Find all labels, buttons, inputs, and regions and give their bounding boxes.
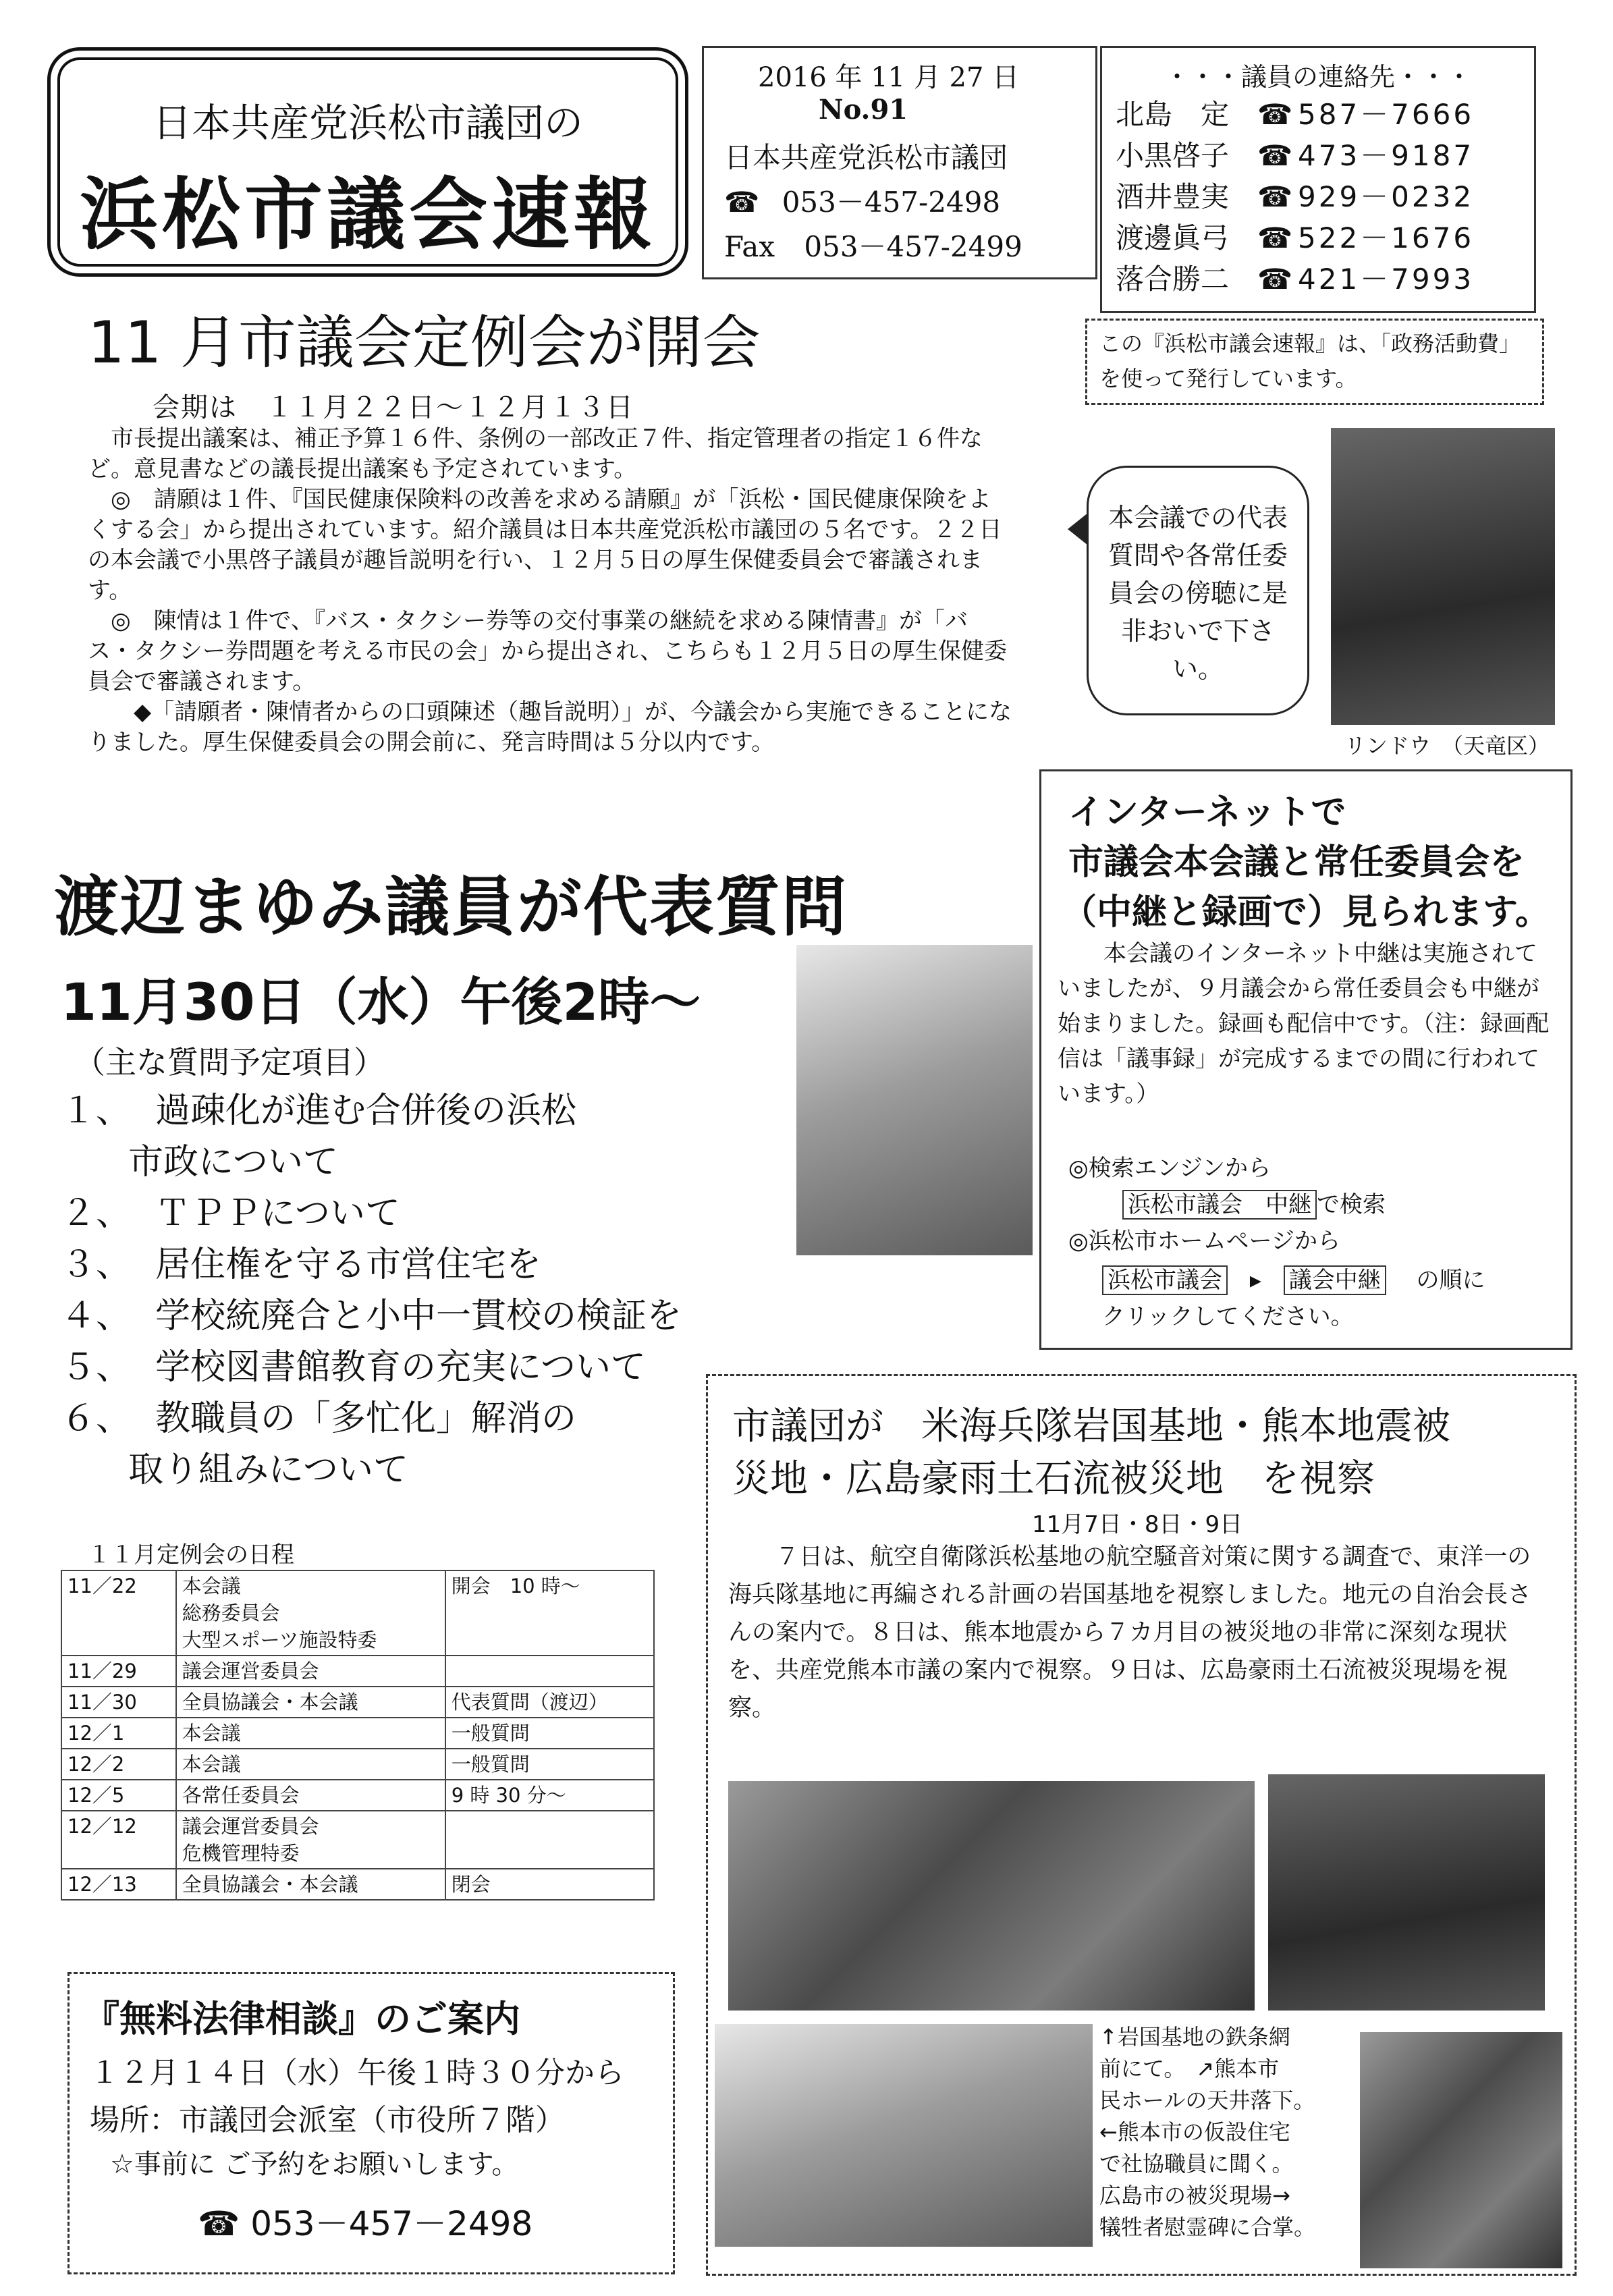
inspection-headline-1: 市議団が 米海兵隊岩国基地・熊本地震被 xyxy=(732,1404,1450,1448)
search-intro: ◎検索エンジンから xyxy=(1068,1155,1271,1182)
phone-icon: ☎ xyxy=(1257,139,1293,172)
contact-row xyxy=(1116,176,1521,217)
question-text-cont: 市政について xyxy=(128,1142,338,1182)
question-item xyxy=(61,1085,803,1188)
schedule-row xyxy=(61,1780,654,1811)
schedule-date: 12／5 xyxy=(61,1780,176,1811)
photo-caption-line: ↑岩国基地の鉄条網 xyxy=(1099,2024,1290,2050)
schedule-date: 12／12 xyxy=(61,1811,176,1869)
search-line xyxy=(1122,1186,1386,1219)
schedule-event: 総務委員会 xyxy=(182,1602,280,1624)
contacts-heading: ・・・議員の連絡先・・・ xyxy=(1164,62,1472,92)
bubble-tail xyxy=(1068,513,1088,545)
schedule-row xyxy=(61,1656,654,1687)
question-item xyxy=(61,1188,803,1239)
legal-box xyxy=(67,1972,675,2274)
schedule-event: 議会運営委員会 xyxy=(182,1660,319,1683)
schedule-note: 9 時 30 分～ xyxy=(445,1780,654,1811)
question-item xyxy=(61,1393,803,1496)
schedule-events xyxy=(176,1749,445,1780)
contact-tel: 929－0232 xyxy=(1298,180,1475,213)
internet-heading-1: インターネットで xyxy=(1068,792,1346,833)
legal-place: 場所：市議団会派室（市役所７階） xyxy=(90,2103,565,2137)
temporary-housing-photo xyxy=(715,2024,1093,2247)
inspection-headline-2: 災地・広島豪雨土石流被災地 を視察 xyxy=(732,1457,1375,1501)
issue-tel-number: 053－457-2498 xyxy=(782,186,1001,219)
hp-suffix: の順に xyxy=(1416,1267,1485,1294)
question-text: 居住権を守る市営住宅を xyxy=(155,1245,542,1285)
schedule-note xyxy=(445,1656,654,1687)
issue-number: No.91 xyxy=(819,94,908,126)
schedule-event: 本会議 xyxy=(182,1753,241,1776)
schedule-date: 12／2 xyxy=(61,1749,176,1780)
schedule-row xyxy=(61,1811,654,1869)
schedule-row xyxy=(61,1869,654,1900)
question-text: 教職員の「多忙化」解消の xyxy=(155,1398,577,1439)
phone-icon: ☎ xyxy=(1257,98,1293,131)
schedule-event: 本会議 xyxy=(182,1575,241,1597)
funding-note xyxy=(1085,319,1544,405)
hp-line xyxy=(1102,1261,1485,1294)
schedule-note: 代表質問（渡辺） xyxy=(445,1687,654,1718)
question-number: １、 xyxy=(61,1091,132,1131)
masthead-subtitle: 日本共産党浜松市議団の xyxy=(152,100,583,146)
phone-icon: ☎ xyxy=(724,186,760,219)
phone-icon: ☎ xyxy=(1257,180,1293,213)
masthead xyxy=(47,47,688,277)
schedule-events xyxy=(176,1656,445,1687)
phone-icon: ☎ xyxy=(198,2204,240,2243)
question-number: ３、 xyxy=(61,1245,132,1285)
schedule-event: 全員協議会・本会議 xyxy=(182,1873,358,1896)
schedule-event: 大型スポーツ施設特委 xyxy=(182,1629,377,1651)
question-number: ６、 xyxy=(61,1398,132,1439)
contact-tel: 473－9187 xyxy=(1298,139,1475,172)
contact-tel: 522－1676 xyxy=(1298,221,1475,254)
schedule-title: １１月定例会の日程 xyxy=(88,1541,294,1568)
schedule-events xyxy=(176,1718,445,1749)
hp-arrow-icon: ▸ xyxy=(1249,1267,1261,1294)
issue-tel xyxy=(724,180,1000,221)
schedule-date: 11／29 xyxy=(61,1656,176,1687)
fax-label: Fax xyxy=(724,230,775,263)
contact-row xyxy=(1116,94,1521,135)
contact-list xyxy=(1116,94,1521,300)
schedule-events xyxy=(176,1687,445,1718)
session-p2: ◎ 請願は１件、『国民健康保険料の改善を求める請願』が「浜松・国民健康保険をよくする会」から提出されています。紹介議員は日本共産党浜松市議団の５名です。２２日の本会議で小黒啓子議員が趣旨説明を行い、１２月５日の厚生保健委員会で審議されます。 xyxy=(88,486,1002,604)
hiroshima-memorial-photo xyxy=(1360,2032,1562,2268)
schedule-event: 危機管理特委 xyxy=(182,1842,300,1865)
iwakuni-base-photo xyxy=(728,1781,1255,2011)
councilor-photo xyxy=(796,945,1033,1255)
hp-link-1: 浜松市議会 xyxy=(1102,1265,1228,1295)
photo-caption-line: 民ホールの天井落下。 xyxy=(1099,2087,1315,2113)
schedule-event: 本会議 xyxy=(182,1722,241,1745)
schedule-event: 議会運営委員会 xyxy=(182,1815,319,1838)
photo-caption-line: で社協職員に聞く。 xyxy=(1099,2151,1294,2177)
question-item xyxy=(61,1342,803,1393)
issue-org: 日本共産党浜松市議団 xyxy=(724,141,1008,174)
question-list xyxy=(61,1085,803,1496)
internet-heading-2: 市議会本会議と常任委員会を xyxy=(1068,842,1525,883)
session-headline: 11 月市議会定例会が開会 xyxy=(88,309,761,377)
photo-captions xyxy=(1099,2021,1329,2243)
question-text: 過疎化が進む合併後の浜松 xyxy=(155,1091,577,1131)
contact-name: 酒井豊実 xyxy=(1116,180,1230,213)
flower-photo xyxy=(1331,428,1555,725)
question-number: ４、 xyxy=(61,1296,132,1336)
issue-fax-number: 053－457-2499 xyxy=(804,230,1022,263)
schedule-date: 12／1 xyxy=(61,1718,176,1749)
legal-tel xyxy=(198,2197,532,2245)
contact-row xyxy=(1116,217,1521,258)
question-item xyxy=(61,1239,803,1290)
schedule-note xyxy=(445,1811,654,1869)
internet-box xyxy=(1039,769,1573,1350)
session-body xyxy=(88,424,1012,758)
session-p4: ◆「請願者・陳情者からの口頭陳述（趣旨説明）」が、今議会から実施できることになりました。厚生保健委員会の開会前に、発言時間は５分以内です。 xyxy=(88,699,1012,756)
question-text: 学校統廃合と小中一貫校の検証を xyxy=(155,1296,682,1336)
schedule-events xyxy=(176,1780,445,1811)
contact-row xyxy=(1116,135,1521,176)
funding-note-text: この『浜松市議会速報』は、「政務活動費」を使って発行しています。 xyxy=(1099,331,1521,391)
question-number: ５、 xyxy=(61,1347,132,1388)
legal-tel-number: 053－457－2498 xyxy=(250,2204,533,2243)
contact-row xyxy=(1116,258,1521,300)
internet-heading-3: （中継と録画で）見られます。 xyxy=(1062,892,1550,933)
bubble-text: 本会議での代表質問や各常任委員会の傍聴に是非おいで下さい。 xyxy=(1108,503,1288,684)
schedule-note: 閉会 xyxy=(445,1869,654,1900)
question-item xyxy=(61,1290,803,1342)
question-text: 学校図書館教育の充実について xyxy=(155,1347,646,1388)
search-suffix: で検索 xyxy=(1317,1191,1386,1218)
kumamoto-hall-photo xyxy=(1268,1774,1545,2011)
speech-bubble xyxy=(1087,466,1309,715)
question-text-cont: 取り組みについて xyxy=(128,1450,408,1490)
contact-tel: 587－7666 xyxy=(1298,98,1475,131)
contact-name: 北島 定 xyxy=(1116,98,1230,131)
schedule-event: 各常任委員会 xyxy=(182,1784,300,1807)
photo-caption-line: 犠牲者慰霊碑に合掌。 xyxy=(1099,2214,1316,2240)
photo-caption-line: 広島市の被災現場→ xyxy=(1099,2183,1290,2208)
schedule-note: 一般質問 xyxy=(445,1718,654,1749)
schedule-row xyxy=(61,1570,654,1656)
hp-link-2: 議会中継 xyxy=(1284,1265,1386,1295)
photo-caption-line: 前にて。 ↗熊本市 xyxy=(1099,2056,1280,2081)
inspection-box xyxy=(706,1374,1577,2276)
schedule-row xyxy=(61,1718,654,1749)
masthead-title: 浜松市議会速報 xyxy=(80,169,656,261)
contact-tel: 421－7993 xyxy=(1298,263,1475,296)
inspection-body: ７日は、航空自衛隊浜松基地の航空騒音対策に関する調査で、東洋一の海兵隊基地に再編される計画の岩国基地を視察しました。地元の自治会長さんの案内で。８日は、熊本地震から７カ月目の被災地の非常に深刻な現状を、共産党熊本市議の案内で視察。９日は、広島豪雨土石流被災現場を視察。 xyxy=(728,1543,1532,1722)
issue-box xyxy=(702,46,1097,279)
schedule-note: 一般質問 xyxy=(445,1749,654,1780)
issue-date: 2016 年 11 月 27 日 xyxy=(758,62,1020,93)
schedule-events xyxy=(176,1869,445,1900)
question-datetime: 11月30日（水）午後2時～ xyxy=(61,972,701,1032)
contact-name: 渡邊眞弓 xyxy=(1116,221,1230,254)
schedule-events xyxy=(176,1570,445,1656)
session-p3: ◎ 陳情は１件で、『バス・タクシー券等の交付事業の継続を求める陳情書』が「バス・タクシー券問題を考える市民の会」から提出され、こちらも１２月５日の厚生保健委員会で審議されます。 xyxy=(88,607,1008,695)
photo-caption-line: ←熊本市の仮設住宅 xyxy=(1099,2119,1290,2145)
schedule-note: 開会 10 時～ xyxy=(445,1570,654,1656)
question-headline: 渡辺まゆみ議員が代表質問 xyxy=(54,869,848,945)
question-number: ２、 xyxy=(61,1193,132,1234)
contacts-box xyxy=(1100,46,1536,313)
schedule-row xyxy=(61,1687,654,1718)
search-term: 浜松市議会 中継 xyxy=(1122,1190,1317,1220)
issue-fax xyxy=(724,225,1022,265)
schedule-row xyxy=(61,1749,654,1780)
schedule-event: 全員協議会・本会議 xyxy=(182,1691,358,1714)
contact-name: 小黒啓子 xyxy=(1116,139,1230,172)
legal-title: 『無料法律相談』のご案内 xyxy=(83,1998,520,2040)
contact-name: 落合勝二 xyxy=(1116,263,1230,296)
hp-end: クリックしてください。 xyxy=(1102,1303,1354,1330)
session-p1: 市長提出議案は、補正予算１６件、条例の一部改正７件、指定管理者の指定１６件など。意見書などの議長提出議案も予定されています。 xyxy=(88,425,983,483)
question-text: ＴＰＰについて xyxy=(155,1193,400,1234)
schedule-date: 11／30 xyxy=(61,1687,176,1718)
legal-note: ☆事前に ご予約をお願いします。 xyxy=(110,2149,519,2180)
question-intro: （主な質問予定項目） xyxy=(74,1044,385,1081)
legal-date: １２月１４日（水）午後１時３０分から xyxy=(90,2056,624,2090)
phone-icon: ☎ xyxy=(1257,221,1293,254)
inspection-dates: 11月7日・8日・9日 xyxy=(1032,1511,1243,1538)
flower-caption: リンドウ （天竜区） xyxy=(1344,733,1550,759)
internet-body: 本会議のインターネット中継は実施されていましたが、９月議会から常任委員会も中継が始まりました。録画も配信中です。（注：録画配信は「議事録」が完成するまでの間に行われています。） xyxy=(1058,940,1550,1108)
schedule-table xyxy=(61,1570,655,1901)
session-period: 会期は １１月２２日～１２月１３日 xyxy=(153,392,634,423)
schedule-date: 11／22 xyxy=(61,1570,176,1656)
phone-icon: ☎ xyxy=(1257,263,1293,296)
schedule-date: 12／13 xyxy=(61,1869,176,1900)
schedule-events xyxy=(176,1811,445,1869)
hp-intro: ◎浜松市ホームページから xyxy=(1068,1228,1340,1255)
